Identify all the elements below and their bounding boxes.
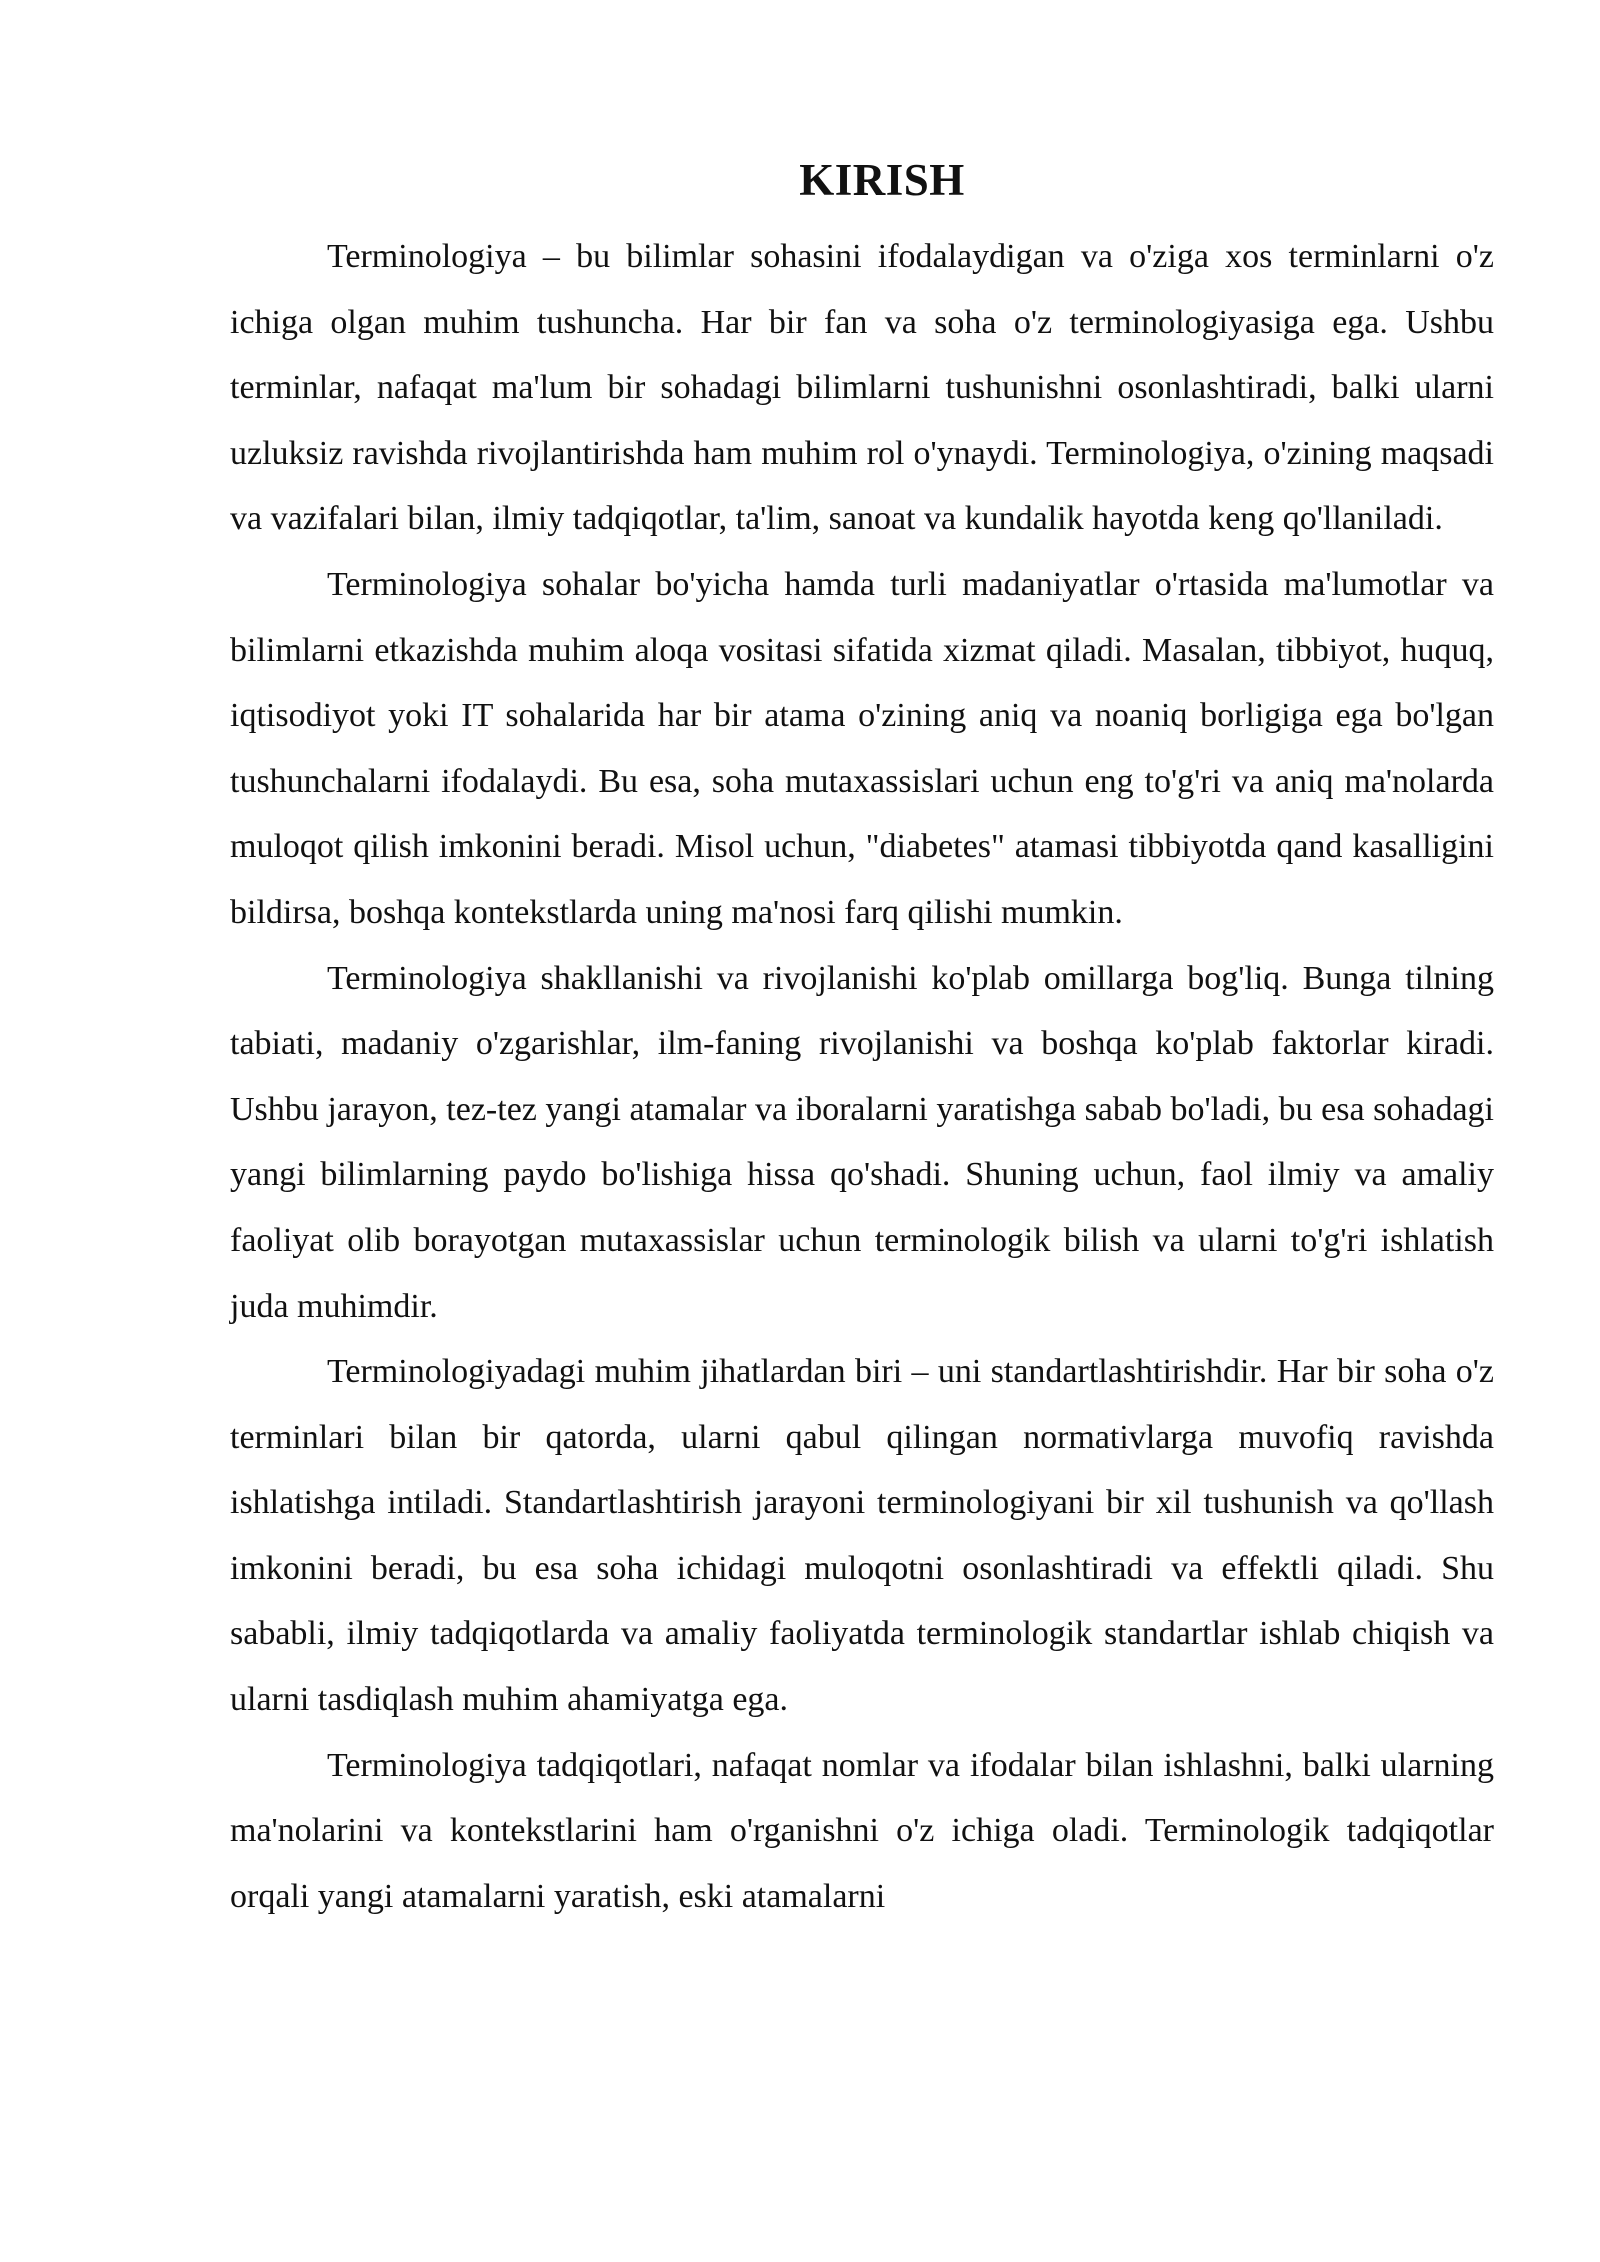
paragraph-1: Terminologiya – bu bilimlar sohasini ifodalaydigan va o'ziga xos terminlarni o'z ichiga olgan muhim tushuncha. Har bir fan va soha o'z terminologiyasiga ega. Ushbu terminlar, nafaqat ma'lum bir sohadagi bilimlarni tushunishni osonlashtiradi, balki ularni uzluksiz ravishda rivojlantirishda ham muhim rol o'ynaydi. Terminologiya, o'zining maqsadi va vazifalari bilan, ilmiy tadqiqotlar, ta'lim, sanoat va kundalik hayotda keng qo'llaniladi. [230, 238, 1494, 538]
page-title: KIRISH [799, 155, 965, 205]
document-body [230, 150, 1494, 1929]
paragraph-5: Terminologiya tadqiqotlari, nafaqat nomlar va ifodalar bilan ishlashni, balki ularning ma'nolarini va kontekstlarini ham o'rganishni o'z ichiga oladi. Terminologik tadqiqotlar orqali yangi atamalarni yaratish, eski atamalarni [230, 1746, 1494, 1915]
paragraph-4: Terminologiyadagi muhim jihatlardan biri – uni standartlashtirishdir. Har bir soha o'z terminlari bilan bir qatorda, ularni qabul qilingan normativlarga muvofiq ravishda ishlatishga intiladi. Standartlashtirish jarayoni terminologiyani bir xil tushunish va qo'llash imkonini beradi, bu esa soha ichidagi muloqotni osonlashtiradi va effektli qiladi. Shu sababli, ilmiy tadqiqotlarda va amaliy faoliyatda terminologik standartlar ishlab chiqish va ularni tasdiqlash muhim ahamiyatga ega. [230, 1353, 1494, 1719]
paragraph-3: Terminologiya shakllanishi va rivojlanishi ko'plab omillarga bog'liq. Bunga tilning tabiati, madaniy o'zgarishlar, ilm-faning rivojlanishi va boshqa ko'plab faktorlar kiradi. Ushbu jarayon, tez-tez yangi atamalar va iboralarni yaratishga sabab bo'ladi, bu esa sohadagi yangi bilimlarning paydo bo'lishiga hissa qo'shadi. Shuning uchun, faol ilmiy va amaliy faoliyat olib borayotgan mutaxassislar uchun terminologik bilish va ularni to'g'ri ishlatish juda muhimdir. [230, 959, 1494, 1325]
paragraph-2: Terminologiya sohalar bo'yicha hamda turli madaniyatlar o'rtasida ma'lumotlar va bilimlarni etkazishda muhim aloqa vositasi sifatida xizmat qiladi. Masalan, tibbiyot, huquq, iqtisodiyot yoki IT sohalarida har bir atama o'zining aniq va noaniq borligiga ega bo'lgan tushunchalarni ifodalaydi. Bu esa, soha mutaxassislari uchun eng to'g'ri va aniq ma'nolarda muloqot qilish imkonini beradi. Misol uchun, "diabetes" atamasi tibbiyotda qand kasalligini bildirsa, boshqa kontekstlarda uning ma'nosi farq qilishi mumkin. [230, 565, 1494, 931]
